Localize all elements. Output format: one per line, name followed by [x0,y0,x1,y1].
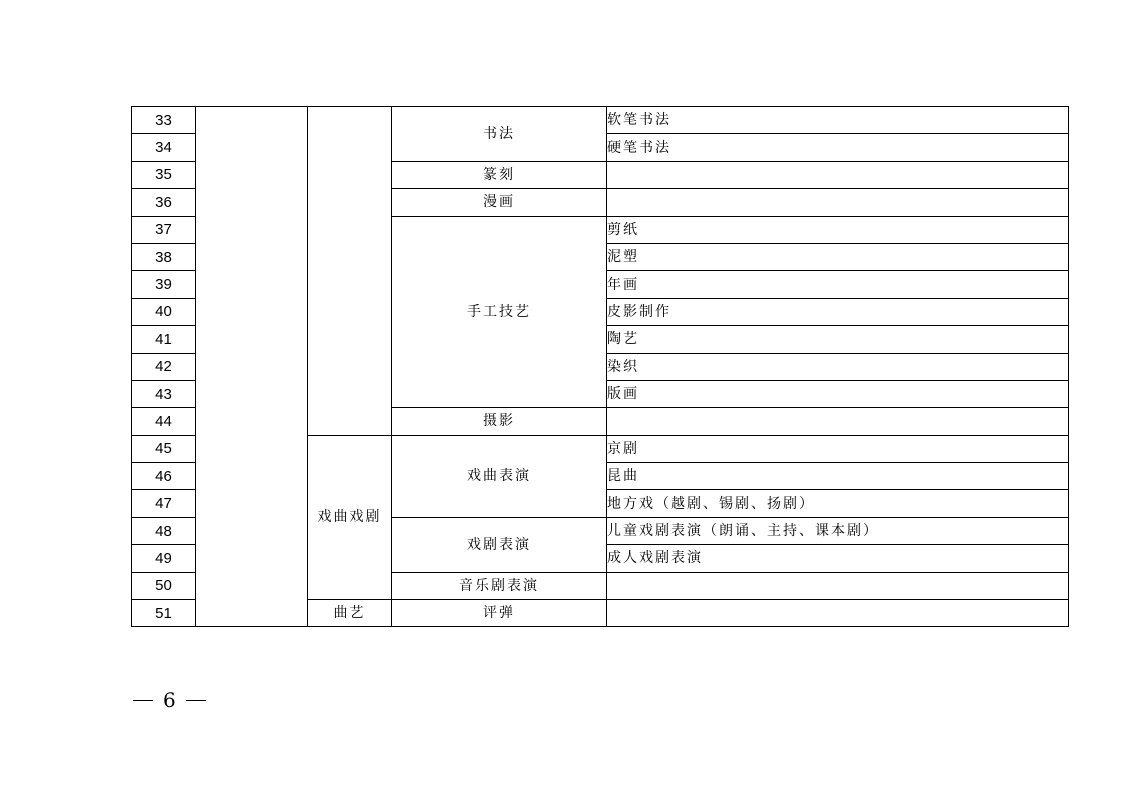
row-number: 43 [132,380,196,407]
subcategory-cell: 漫画 [392,189,607,216]
page-footer [133,688,206,712]
subcategory-cell: 戏曲表演 [392,435,607,517]
category-cell: 戏曲戏剧 [308,435,392,599]
table-row [132,107,1069,134]
subcategory-cell: 戏剧表演 [392,517,607,572]
footer-dash-right [186,700,206,701]
row-number: 44 [132,408,196,435]
item-cell: 地方戏（越剧、锡剧、扬剧） [607,490,1069,517]
item-cell: 年画 [607,271,1069,298]
category-cell-empty [196,107,308,627]
footer-dash-left [133,700,153,701]
catalog-table [131,106,1069,627]
item-cell: 染织 [607,353,1069,380]
row-number: 40 [132,298,196,325]
item-cell: 剪纸 [607,216,1069,243]
row-number: 37 [132,216,196,243]
category-cell: 曲艺 [308,600,392,627]
row-number: 50 [132,572,196,599]
category-cell-empty [308,107,392,436]
item-cell: 成人戏剧表演 [607,545,1069,572]
row-number: 34 [132,134,196,161]
subcategory-cell: 音乐剧表演 [392,572,607,599]
item-cell [607,189,1069,216]
subcategory-cell: 篆刻 [392,161,607,188]
item-cell: 京剧 [607,435,1069,462]
item-cell: 皮影制作 [607,298,1069,325]
row-number: 36 [132,189,196,216]
row-number: 35 [132,161,196,188]
row-number: 42 [132,353,196,380]
item-cell: 泥塑 [607,243,1069,270]
subcategory-cell: 手工技艺 [392,216,607,408]
subcategory-cell: 评弹 [392,600,607,627]
page-number: 6 [163,688,176,712]
item-cell: 陶艺 [607,326,1069,353]
row-number: 39 [132,271,196,298]
subcategory-cell: 摄影 [392,408,607,435]
row-number: 33 [132,107,196,134]
row-number: 48 [132,517,196,544]
subcategory-cell: 书法 [392,107,607,162]
row-number: 46 [132,463,196,490]
item-cell: 昆曲 [607,463,1069,490]
item-cell: 硬笔书法 [607,134,1069,161]
row-number: 38 [132,243,196,270]
row-number: 41 [132,326,196,353]
item-cell [607,161,1069,188]
row-number: 49 [132,545,196,572]
item-cell: 软笔书法 [607,107,1069,134]
row-number: 45 [132,435,196,462]
row-number: 51 [132,600,196,627]
row-number: 47 [132,490,196,517]
item-cell [607,600,1069,627]
item-cell [607,572,1069,599]
item-cell [607,408,1069,435]
item-cell: 儿童戏剧表演（朗诵、主持、课本剧） [607,517,1069,544]
item-cell: 版画 [607,380,1069,407]
